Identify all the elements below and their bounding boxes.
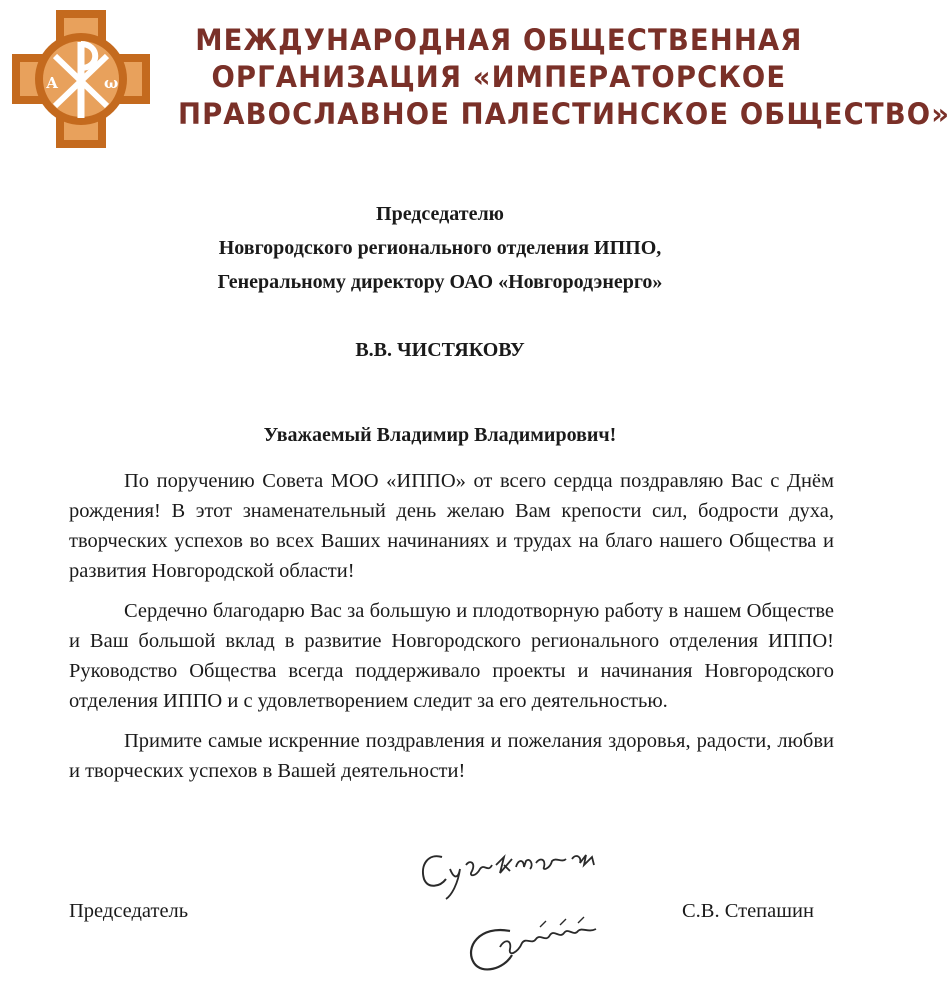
addressee-line: Председателю [376, 203, 504, 225]
alpha-letter: А [46, 74, 59, 92]
organization-title [178, 22, 950, 133]
org-title-line: ПРАВОСЛАВНОЕ ПАЛЕСТИНСКОЕ ОБЩЕСТВО» [178, 97, 950, 131]
letter-body [69, 466, 834, 796]
handwritten-signature [400, 835, 660, 985]
org-title-line: ОРГАНИЗАЦИЯ «ИМПЕРАТОРСКОЕ [211, 60, 787, 94]
signatory-name: С.В. Степашин [682, 900, 814, 922]
signatory-title: Председатель [69, 900, 189, 922]
chi-rho-cross-emblem-icon [10, 8, 152, 150]
greeting: Уважаемый Владимир Владимирович! [263, 424, 617, 446]
paragraph: Примите самые искренние поздравления и пожелания здоровья, радости, любви и творческих успехов в Вашей деятельности! [69, 730, 834, 782]
addressee-line: Генеральному директору ОАО «Новгородэнерго» [217, 271, 663, 293]
org-title-line: МЕЖДУНАРОДНАЯ ОБЩЕСТВЕННАЯ [195, 23, 803, 57]
addressee-block [60, 197, 820, 299]
addressee-name: В.В. ЧИСТЯКОВУ [355, 339, 525, 361]
addressee-line: Новгородского регионального отделения ИППО, [218, 237, 662, 259]
paragraph: Сердечно благодарю Вас за большую и плодотворную работу в нашем Обществе и Ваш большой вклад в развитие Новгородского регионального отделения ИППО! Руководство Общества всегда поддерживало проекты и начинания Новгородского отделения ИППО и с удовлетворением следит за его деятельностью. [69, 600, 834, 712]
paragraph: По поручению Совета МОО «ИППО» от всего сердца поздравляю Вас с Днём рождения! В этот знаменательный день желаю Вам крепости сил, бодрости духа, творческих успехов во всех Ваших начинаниях и трудах на благо нашего Общества и развития Новгородской области! [69, 470, 834, 582]
omega-letter: ω [104, 74, 119, 92]
